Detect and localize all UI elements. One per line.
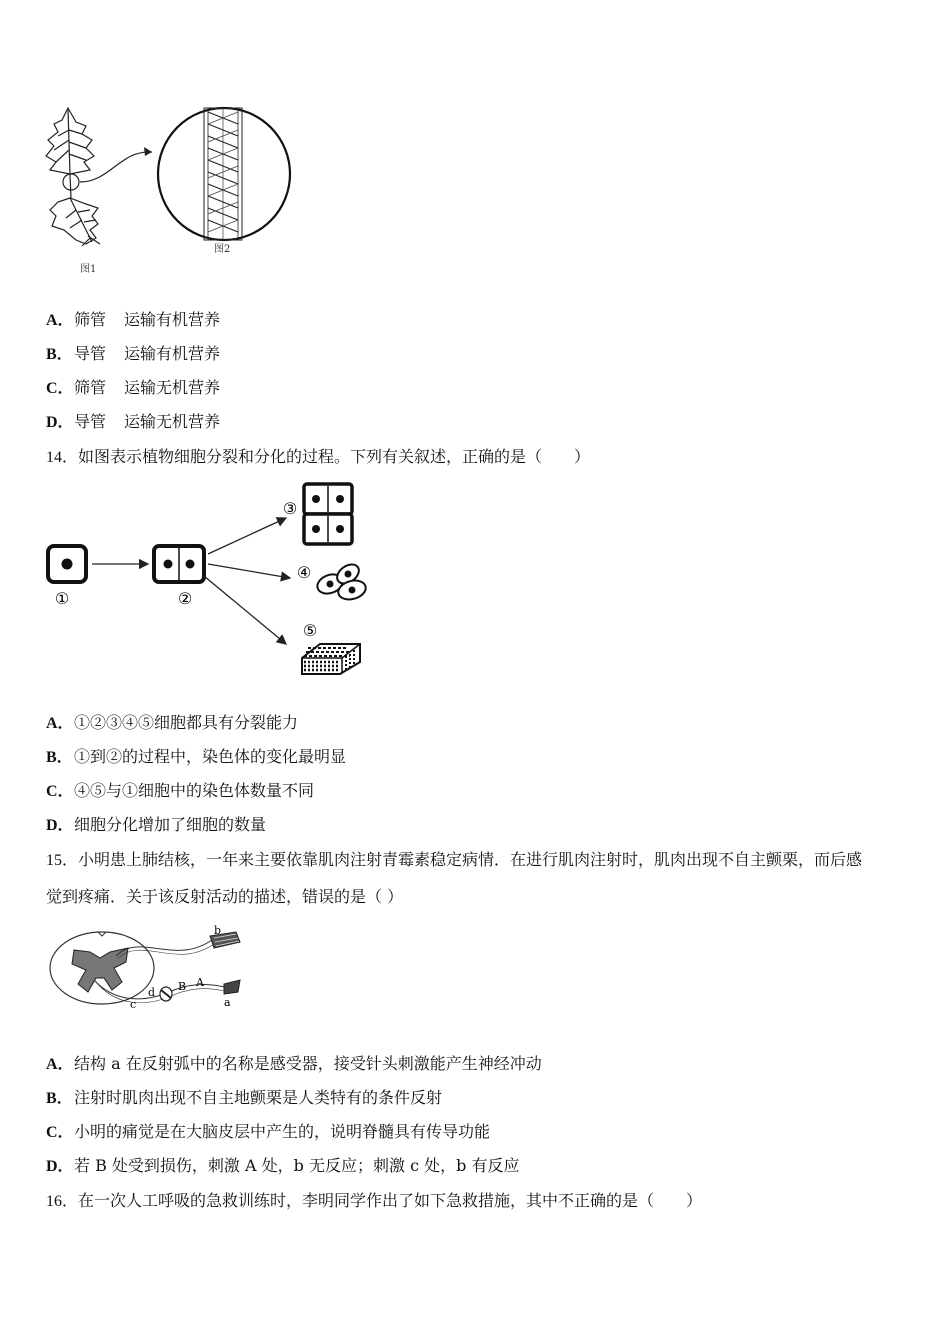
option-text: 注射时肌肉出现不自主地颤栗是人类特有的条件反射 (74, 1088, 443, 1107)
figure-caption-2: 图2 (214, 244, 231, 255)
option-letter: B． (46, 346, 73, 363)
option-letter: C． (46, 783, 74, 800)
question-text: 如图表示植物细胞分裂和分化的过程。下列有关叙述，正确的是（ ） (78, 447, 591, 466)
option-part2: 运输有机营养 (124, 344, 221, 363)
q13-option-a[interactable] (46, 310, 220, 331)
q13-option-b[interactable] (46, 344, 220, 365)
question-number: 15． (46, 852, 79, 869)
q15-option-b[interactable] (46, 1088, 442, 1109)
cell-3 (304, 484, 352, 544)
option-letter: B． (46, 749, 73, 766)
option-part1: 导管 (74, 412, 107, 431)
q14-stem (46, 447, 590, 468)
leaf-drawing (46, 108, 100, 246)
q14-option-b[interactable] (46, 747, 346, 768)
option-letter: B． (46, 1090, 73, 1107)
option-part2: 运输无机营养 (124, 378, 221, 397)
option-letter: A． (46, 312, 74, 329)
option-letter: C． (46, 380, 74, 397)
magnified-vessel (158, 108, 290, 240)
reflex-arc-figure (44, 922, 254, 1014)
q14-option-d[interactable] (46, 815, 266, 836)
label-d: d (148, 986, 156, 999)
question-number: 16． (46, 1193, 79, 1210)
leaf-vessel-figure (40, 100, 300, 280)
option-part1: 筛管 (74, 310, 107, 329)
label-5: ⑤ (302, 621, 318, 640)
label-B: B (178, 980, 187, 993)
option-text: 若 B 处受到损伤，刺激 A 处，b 无反应；刺激 c 处，b 有反应 (74, 1156, 520, 1175)
label-2: ② (177, 589, 193, 608)
q15-stem-line2 (46, 887, 403, 907)
option-part2: 运输有机营养 (124, 310, 221, 329)
option-text: ①到②的过程中，染色体的变化最明显 (74, 747, 347, 766)
cell-2 (154, 546, 204, 582)
option-letter: D． (46, 817, 74, 834)
question-number: 14． (46, 449, 79, 466)
q16-stem (46, 1191, 702, 1212)
option-text: 细胞分化增加了细胞的数量 (74, 815, 267, 834)
option-part1: 筛管 (74, 378, 107, 397)
q13-option-c[interactable] (46, 378, 220, 399)
option-text: ④⑤与①细胞中的染色体数量不同 (74, 781, 315, 800)
q15-option-a[interactable] (46, 1054, 542, 1075)
option-letter: A． (46, 715, 74, 732)
cell-4 (315, 561, 368, 603)
label-b: b (214, 924, 222, 937)
option-text: ①②③④⑤细胞都具有分裂能力 (74, 713, 299, 732)
option-letter: C． (46, 1124, 74, 1141)
figure-caption-1: 图1 (80, 264, 97, 275)
option-part1: 导管 (74, 344, 107, 363)
option-letter: A． (46, 1056, 74, 1073)
cell-division-figure (40, 478, 380, 688)
option-letter: D． (46, 1158, 74, 1175)
label-c: c (130, 998, 137, 1011)
q14-option-c[interactable] (46, 781, 314, 802)
option-text: 结构 a 在反射弧中的名称是感受器，接受针头刺激能产生神经冲动 (74, 1054, 542, 1073)
label-1: ① (54, 589, 70, 608)
question-text: 小明患上肺结核，一年来主要依靠肌肉注射青霉素稳定病情．在进行肌肉注射时，肌肉出现不自主颤栗，而后感 (78, 850, 863, 869)
cell-5-tissue (302, 644, 360, 674)
cell-1 (48, 546, 86, 582)
label-a: a (224, 996, 231, 1009)
label-3: ③ (282, 499, 298, 518)
question-text: 觉到疼痛．关于该反射活动的描述，错误的是（ ） (46, 887, 404, 906)
label-A: A (196, 976, 204, 989)
q13-option-d[interactable] (46, 412, 220, 433)
q15-option-c[interactable] (46, 1122, 490, 1143)
option-part2: 运输无机营养 (124, 412, 221, 431)
q14-option-a[interactable] (46, 713, 298, 734)
option-letter: D． (46, 414, 74, 431)
label-4: ④ (296, 563, 312, 582)
q15-stem-line1 (46, 850, 862, 871)
question-text: 在一次人工呼吸的急救训练时，李明同学作出了如下急救措施，其中不正确的是（ ） (78, 1191, 703, 1210)
q15-option-d[interactable] (46, 1156, 519, 1177)
arrow-curve (80, 152, 152, 182)
option-text: 小明的痛觉是在大脑皮层中产生的，说明脊髓具有传导功能 (74, 1122, 491, 1141)
